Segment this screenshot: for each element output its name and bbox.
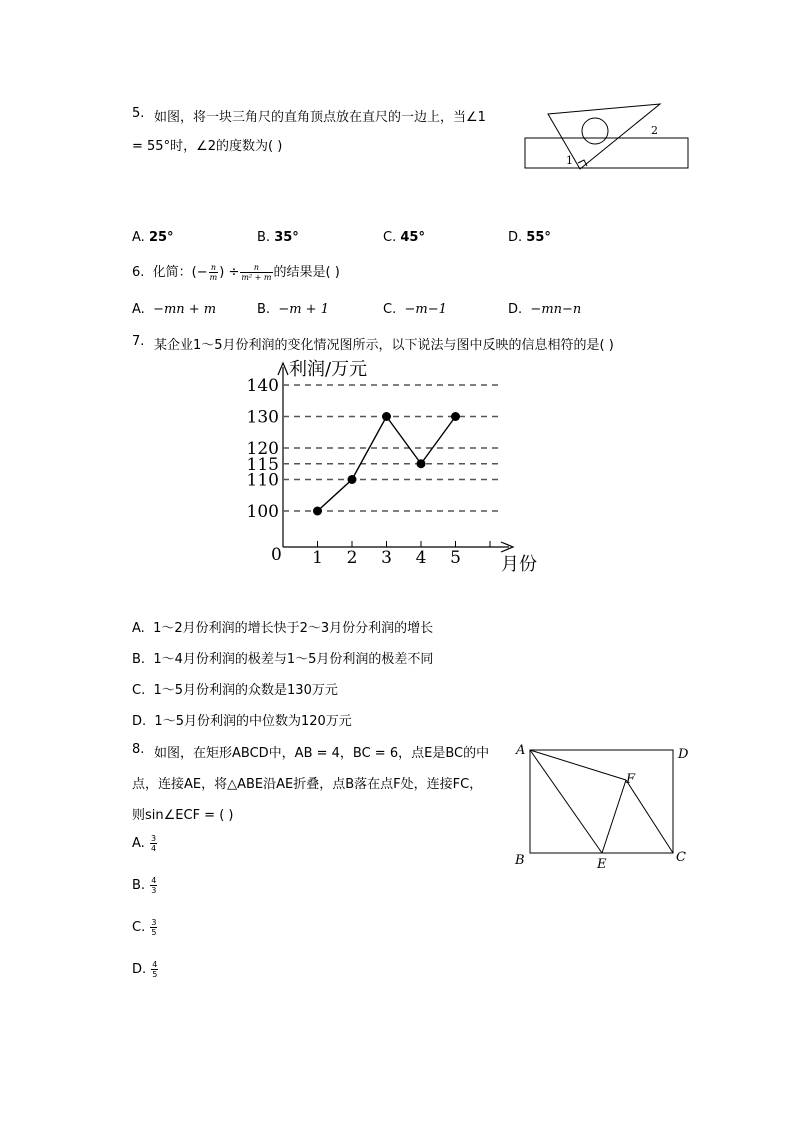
frac-num: 4 — [151, 876, 157, 885]
data-point-month-4 — [417, 459, 426, 468]
option-letter: A. — [132, 302, 145, 317]
data-point-month-2 — [348, 475, 357, 484]
x-axis-title: 月份 — [501, 554, 537, 575]
q8-option-c[interactable] — [132, 918, 158, 937]
y-tick-label-110: 110 — [246, 470, 279, 491]
q6-frac2-den: m² + m — [241, 273, 272, 282]
option-value: 55° — [526, 230, 551, 245]
q7-option-c[interactable] — [132, 679, 338, 698]
frac-den: 4 — [150, 844, 157, 853]
q5-ruler — [525, 138, 688, 168]
segment-af — [530, 750, 626, 780]
origin-label: 0 — [271, 545, 282, 565]
x-tick-label-1: 1 — [312, 548, 323, 568]
segment-fc — [626, 780, 673, 853]
q8-option-d[interactable] — [132, 960, 159, 979]
rectangle-abcd — [530, 750, 673, 853]
q5-text-line1: 如图，将一块三角尺的直角顶点放在直尺的一边上，当∠1 — [154, 110, 486, 125]
option-letter: C. — [132, 920, 146, 935]
q5-text-line2: = 55°时，∠2的度数为( ) — [132, 139, 283, 154]
q6-option-a[interactable] — [132, 302, 216, 317]
option-fraction — [150, 834, 157, 853]
x-tick-marks — [312, 541, 490, 568]
y-tick-labels — [247, 376, 279, 522]
option-value: 25° — [148, 230, 174, 245]
q5-triangle-hole — [582, 118, 608, 144]
q7-option-d[interactable] — [132, 710, 352, 729]
frac-num: 4 — [152, 960, 158, 969]
data-point-month-5 — [451, 412, 460, 421]
label-d: D — [678, 747, 689, 762]
option-fraction — [150, 918, 157, 937]
q6-mid: ) ÷ — [219, 265, 240, 280]
q5-number: 5. — [132, 106, 145, 121]
label-a: A — [516, 743, 526, 758]
option-letter: D. — [508, 230, 523, 245]
frac-num: 3 — [150, 834, 157, 843]
q6-number: 6. — [132, 265, 145, 280]
option-letter: A. — [132, 230, 145, 245]
q6-prefix: 化简：(− — [152, 265, 208, 280]
option-value: −mn + m — [153, 302, 217, 317]
option-letter: C. — [132, 683, 146, 698]
q7-option-a[interactable] — [132, 617, 433, 636]
q8-option-b[interactable] — [132, 876, 158, 895]
option-letter: B. — [257, 302, 271, 317]
option-value: −m−1 — [404, 302, 447, 317]
option-value: 1～2月份利润的增长快于2～3月份分利润的增长 — [153, 621, 434, 636]
q6-line — [132, 262, 340, 284]
q6-frac1-num: n — [209, 263, 219, 273]
x-tick-label-5: 5 — [450, 548, 461, 568]
q5-option-a[interactable] — [132, 230, 174, 245]
segment-ae — [530, 750, 602, 853]
x-tick-label-2: 2 — [346, 548, 358, 568]
q8-number: 8. — [132, 742, 145, 757]
q6-suffix: 的结果是( ) — [273, 265, 340, 280]
q5-option-d[interactable] — [508, 230, 551, 245]
q8-option-a[interactable] — [132, 834, 158, 853]
q5-option-b[interactable] — [257, 230, 299, 245]
q7-number: 7. — [132, 334, 145, 349]
y-axis-title: 利润/万元 — [289, 359, 368, 380]
data-point-month-3 — [382, 412, 391, 421]
y-tick-label-115: 115 — [246, 454, 279, 475]
q6-frac2-num: n — [240, 263, 272, 273]
q6-frac1-den: m — [209, 273, 218, 282]
q6-option-d[interactable] — [508, 302, 581, 317]
profit-line-chart — [235, 355, 555, 585]
option-letter: B. — [257, 230, 271, 245]
label-e: E — [597, 857, 607, 872]
q7-option-b[interactable] — [132, 648, 433, 667]
q6-option-c[interactable] — [383, 302, 447, 317]
x-tick-label-3: 3 — [381, 548, 392, 568]
x-tick-label-4: 4 — [415, 548, 427, 568]
q8-line1: 如图，在矩形ABCD中，AB = 4，BC = 6，点E是BC的中 — [154, 746, 490, 761]
option-letter: D. — [132, 962, 147, 977]
option-letter: C. — [383, 230, 397, 245]
frac-den: 5 — [151, 928, 157, 937]
q5-option-c[interactable] — [383, 230, 425, 245]
q5-right-angle-mark — [578, 160, 587, 166]
y-tick-label-130: 130 — [246, 407, 279, 428]
frac-den: 5 — [152, 970, 158, 979]
q8-line3: 则sin∠ECF = ( ) — [132, 808, 234, 823]
option-fraction — [151, 960, 158, 979]
frac-num: 3 — [151, 918, 157, 927]
option-letter: C. — [383, 302, 397, 317]
option-letter: A. — [132, 836, 145, 851]
option-fraction — [150, 876, 157, 895]
option-value: 35° — [274, 230, 299, 245]
option-letter: A. — [132, 621, 145, 636]
option-value: 1～4月份利润的极差与1～5月份利润的极差不同 — [153, 652, 434, 667]
q5-angle2-label: 2 — [651, 124, 658, 137]
option-value: 45° — [400, 230, 425, 245]
q8-rectangle-figure — [510, 740, 695, 875]
q6-option-b[interactable] — [257, 302, 329, 317]
option-letter: B. — [132, 652, 146, 667]
data-point-month-1 — [313, 507, 322, 516]
label-c: C — [676, 850, 686, 865]
y-tick-label-120: 120 — [246, 439, 279, 459]
q5-angle1-label: 1 — [566, 154, 573, 167]
frac-den: 3 — [151, 886, 157, 895]
option-value: −mn−n — [530, 302, 582, 317]
option-value: 1～5月份利润的众数是130万元 — [153, 683, 338, 698]
option-letter: B. — [132, 878, 146, 893]
q5-triangle-ruler-figure — [520, 100, 695, 175]
option-letter: D. — [508, 302, 523, 317]
q6-fraction1 — [209, 263, 219, 282]
segment-ef — [602, 780, 626, 853]
y-tick-label-140: 140 — [246, 376, 279, 396]
q8-line2: 点，连接AE，将△ABE沿AE折叠，点B落在点F处，连接FC， — [132, 777, 483, 792]
option-letter: D. — [132, 714, 147, 729]
label-b: B — [515, 853, 525, 868]
option-value: 1～5月份利润的中位数为120万元 — [154, 714, 352, 729]
y-tick-label-100: 100 — [246, 502, 279, 522]
q5-triangle — [548, 104, 660, 169]
q6-fraction2 — [240, 263, 272, 282]
q7-text: 某企业1～5月份利润的变化情况图所示，以下说法与图中反映的信息相符的是( ) — [154, 338, 614, 353]
label-f: F — [626, 772, 636, 787]
grid-lines — [283, 385, 503, 511]
option-value: −m + 1 — [278, 302, 329, 317]
